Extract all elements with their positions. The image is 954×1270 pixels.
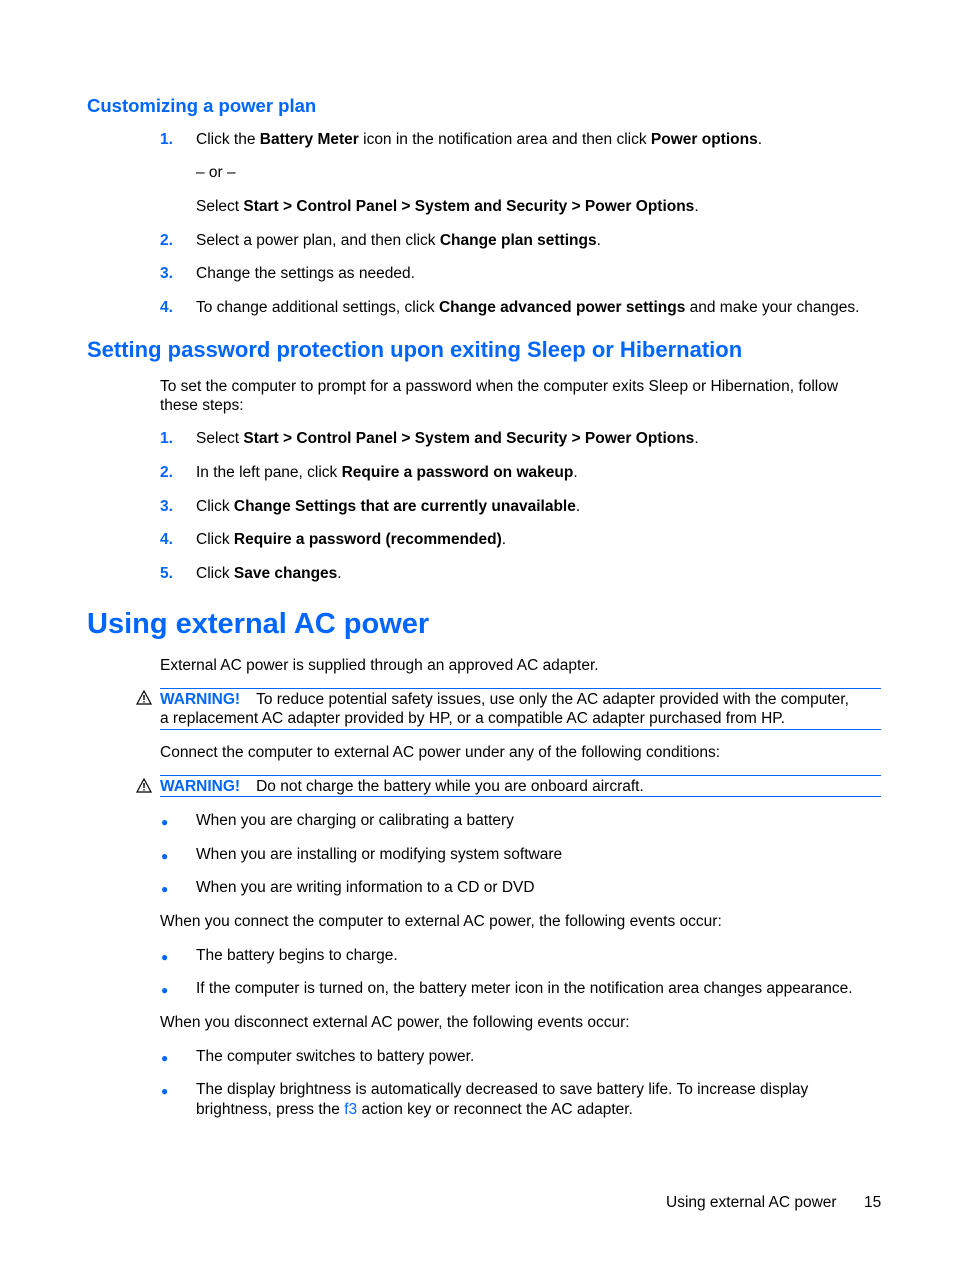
step-text: Click Require a password (recommended). bbox=[196, 531, 507, 548]
step-number: 3. bbox=[160, 265, 173, 282]
intro-text: these steps: bbox=[160, 397, 244, 414]
warning-triangle-icon bbox=[136, 690, 152, 710]
step-text: In the left pane, click Require a password on wakeup. bbox=[196, 464, 578, 481]
step-text: To change additional settings, click Change advanced power settings and make your changes. bbox=[196, 299, 860, 316]
warning-text: a replacement AC adapter provided by HP, or a compatible AC adapter purchased from HP. bbox=[160, 710, 785, 727]
footer-title: Using external AC power bbox=[666, 1194, 837, 1211]
page-title: Using external AC power bbox=[87, 608, 430, 640]
bullet-dot-icon: ● bbox=[161, 1084, 169, 1098]
list-item: If the computer is turned on, the battery meter icon in the notification area changes appearance. bbox=[196, 980, 853, 997]
step-number: 1. bbox=[160, 131, 173, 148]
list-item: When you are charging or calibrating a battery bbox=[196, 812, 514, 829]
page-number: 15 bbox=[864, 1194, 882, 1211]
intro-text: External AC power is supplied through an approved AC adapter. bbox=[160, 657, 599, 674]
step-number: 5. bbox=[160, 565, 173, 582]
section-heading-password: Setting password protection upon exiting Sleep or Hibernation bbox=[87, 337, 743, 362]
step-number: 3. bbox=[160, 498, 173, 515]
list-item: The battery begins to charge. bbox=[196, 947, 398, 964]
step-text: Select Start > Control Panel > System and Security > Power Options. bbox=[196, 430, 699, 447]
step-text: Click the Battery Meter icon in the notification area and then click Power options. bbox=[196, 131, 763, 148]
step-number: 2. bbox=[160, 232, 173, 249]
body-text: Connect the computer to external AC power under any of the following conditions: bbox=[160, 744, 721, 761]
step-text: Click Save changes. bbox=[196, 565, 342, 582]
body-text: When you disconnect external AC power, the following events occur: bbox=[160, 1014, 630, 1031]
warning-text: WARNING! Do not charge the battery while you are onboard aircraft. bbox=[160, 778, 644, 795]
intro-text: To set the computer to prompt for a password when the computer exits Sleep or Hibernation, follow bbox=[160, 378, 839, 395]
step-text: Change the settings as needed. bbox=[196, 265, 415, 282]
step-number: 4. bbox=[160, 531, 173, 548]
bullet-dot-icon: ● bbox=[161, 983, 169, 997]
list-item: The computer switches to battery power. bbox=[196, 1048, 475, 1065]
warning-triangle-icon bbox=[136, 778, 152, 798]
warning-label: WARNING! bbox=[160, 691, 241, 708]
bullet-dot-icon: ● bbox=[161, 1051, 169, 1065]
bullet-dot-icon: ● bbox=[161, 950, 169, 964]
step-number: 2. bbox=[160, 464, 173, 481]
bullet-dot-icon: ● bbox=[161, 882, 169, 896]
step-number: 4. bbox=[160, 299, 173, 316]
warning-text: WARNING! To reduce potential safety issues, use only the AC adapter provided with the computer, bbox=[160, 691, 849, 708]
step-text: Click Change Settings that are currently unavailable. bbox=[196, 498, 581, 515]
section-heading-customizing: Customizing a power plan bbox=[87, 95, 317, 116]
list-item: When you are writing information to a CD or DVD bbox=[196, 879, 535, 896]
step-text: Select Start > Control Panel > System and Security > Power Options. bbox=[196, 198, 699, 215]
or-separator: – or – bbox=[196, 164, 236, 181]
list-item: brightness, press the f3 action key or reconnect the AC adapter. bbox=[196, 1101, 633, 1118]
step-number: 1. bbox=[160, 430, 173, 447]
list-item: The display brightness is automatically decreased to save battery life. To increase display bbox=[196, 1081, 809, 1098]
f3-key-link[interactable]: f3 bbox=[344, 1101, 358, 1118]
bullet-dot-icon: ● bbox=[161, 849, 169, 863]
list-item: When you are installing or modifying system software bbox=[196, 846, 563, 863]
body-text: When you connect the computer to external AC power, the following events occur: bbox=[160, 913, 722, 930]
bullet-dot-icon: ● bbox=[161, 815, 169, 829]
step-text: Select a power plan, and then click Change plan settings. bbox=[196, 232, 601, 249]
warning-label: WARNING! bbox=[160, 778, 241, 795]
